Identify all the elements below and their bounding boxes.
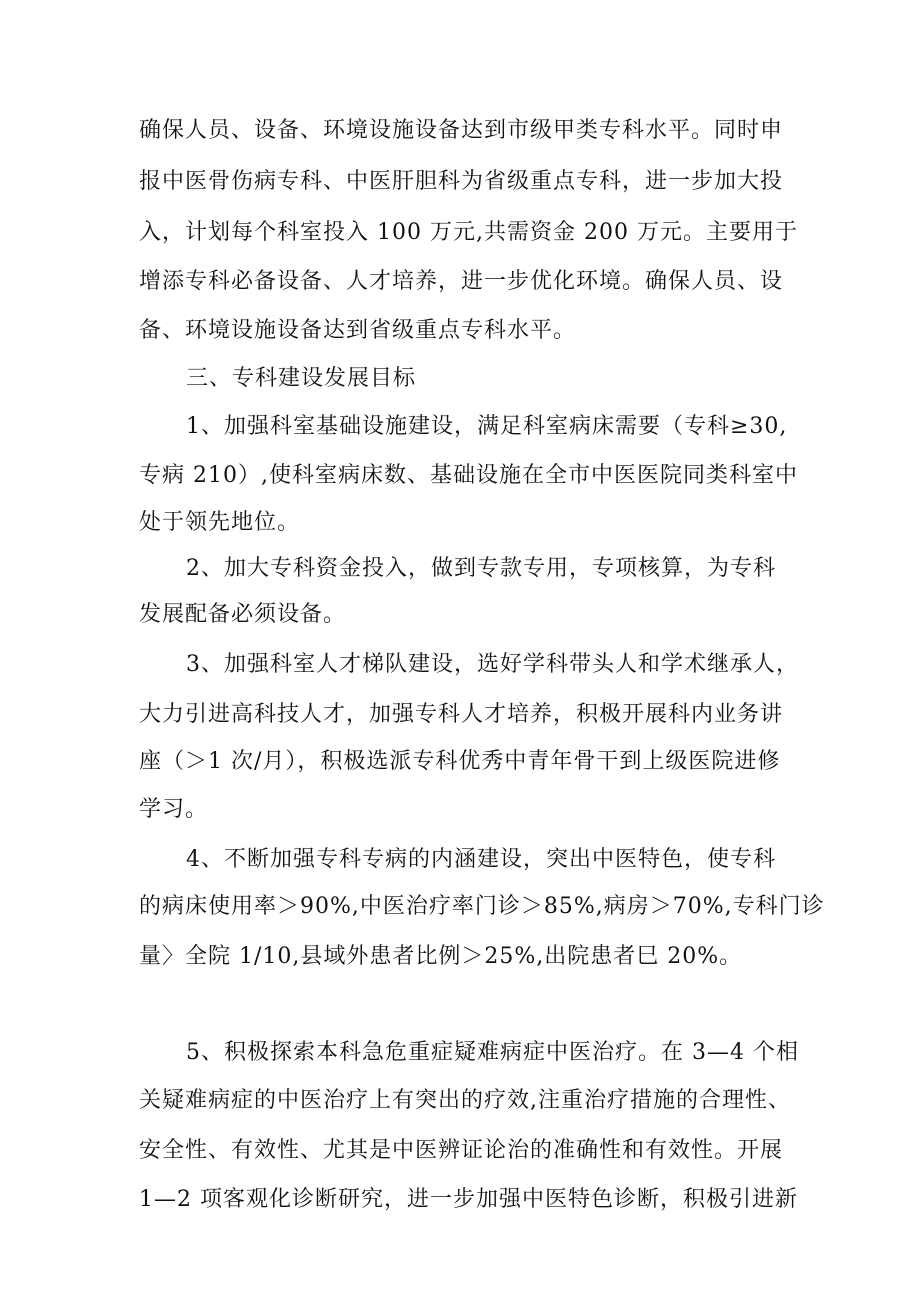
paragraph-line: 确保人员、设备、环境设施设备达到市级甲类专科水平。同时申 (139, 118, 784, 143)
paragraph-line: 学习。 (139, 797, 209, 822)
paragraph-line: 1、加强科室基础设施建设，满足科室病床需要（专科≥30, (186, 414, 788, 439)
paragraph-line: 座（＞1 次/月），积极选派专科优秀中青年骨干到上级医院进修 (139, 749, 781, 774)
paragraph-line: 入，计划每个科室投入 100 万元,共需资金 200 万元。主要用于 (139, 220, 798, 245)
paragraph-line: 量〉全院 1/10,县域外患者比例＞25%,出院患者巳 20%。 (139, 944, 743, 969)
paragraph-line: 报中医骨伤病专科、中医肝胆科为省级重点专科，进一步加大投 (139, 169, 784, 194)
paragraph-line: 4、不断加强专科专病的内涵建设，突出中医特色，使专科 (186, 847, 776, 872)
paragraph-line: 增添专科必备设备、人才培养，进一步优化环境。确保人员、设 (139, 269, 784, 294)
section-heading: 三、专科建设发展目标 (186, 366, 417, 391)
paragraph-line: 处于领先地位。 (139, 510, 301, 535)
paragraph-line: 3、加强科室人才梯队建设，选好学科带头人和学术继承人， (186, 652, 799, 677)
paragraph-line: 关疑难病症的中医治疗上有突出的疗效,注重治疗措施的合理性、 (139, 1088, 791, 1113)
paragraph-line: 大力引进高科技人才，加强专科人才培养，积极开展科内业务讲 (139, 702, 784, 727)
paragraph-line: 安全性、有效性、尤其是中医辨证论治的准确性和有效性。开展 (139, 1138, 784, 1163)
paragraph-line: 的病床使用率＞90%,中医治疗率门诊＞85%,病房＞70%,专科门诊 (139, 894, 825, 919)
paragraph-line: 2、加大专科资金投入，做到专款专用，专项核算，为专科 (186, 556, 776, 581)
paragraph-line: 1—2 项客观化诊断研究，进一步加强中医特色诊断，积极引进新 (139, 1187, 798, 1212)
paragraph-line: 备、环境设施设备达到省级重点专科水平。 (139, 318, 577, 343)
paragraph-line: 5、积极探索本科急危重症疑难病症中医治疗。在 3—4 个相 (186, 1040, 799, 1065)
paragraph-line: 专病 210）,使科室病床数、基础设施在全市中医医院同类科室中 (139, 463, 798, 488)
paragraph-line: 发展配备必须设备。 (139, 602, 347, 627)
